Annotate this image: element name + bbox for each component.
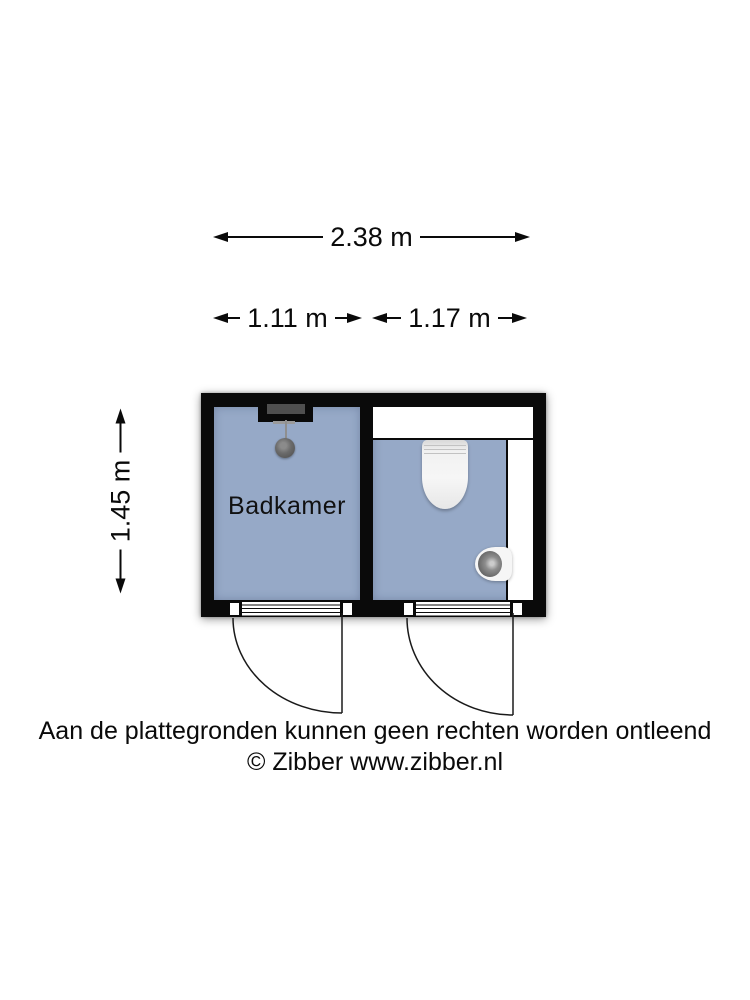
dimension-label-height: 1.45 m <box>105 459 136 543</box>
sink-icon <box>475 547 512 581</box>
arrow-down-icon <box>116 579 126 594</box>
footer <box>0 716 750 778</box>
dimension-line <box>228 317 240 319</box>
arrow-left-icon <box>372 313 387 323</box>
dimension-height <box>105 409 136 594</box>
dimension-label-toilet: 1.17 m <box>408 303 491 333</box>
shower-head-icon <box>275 438 295 458</box>
arrow-right-icon <box>347 313 362 323</box>
door-jamb <box>228 601 241 617</box>
door-sill <box>415 601 511 617</box>
shower-hose <box>285 420 287 439</box>
dimension-line <box>228 236 323 238</box>
dimension-line <box>498 317 512 319</box>
door-swing-arc-badkamer <box>233 618 342 713</box>
arrow-right-icon <box>515 232 530 242</box>
dimension-line <box>420 236 515 238</box>
door-jamb <box>511 601 524 617</box>
door-sill <box>241 601 341 617</box>
sink-bowl <box>478 551 502 577</box>
dimension-line <box>120 549 122 578</box>
dimension-line <box>335 317 347 319</box>
toilet-icon <box>422 440 468 509</box>
door-jamb <box>402 601 415 617</box>
room-badkamer <box>214 407 360 600</box>
arrow-right-icon <box>512 313 527 323</box>
arrow-left-icon <box>213 232 228 242</box>
dimension-label-total: 2.38 m <box>330 222 413 252</box>
door-swing-arc-toilet <box>407 618 513 715</box>
door-threshold-toilet <box>402 601 524 617</box>
dimension-total-width <box>213 224 530 250</box>
dimension-line <box>120 423 122 452</box>
dimension-badkamer-width <box>213 305 362 331</box>
disclaimer-text: Aan de plattegronden kunnen geen rechten worden ontleend <box>38 717 712 745</box>
arrow-left-icon <box>213 313 228 323</box>
dimension-label-badkamer: 1.11 m <box>247 303 328 333</box>
room-toilet <box>373 407 533 600</box>
copyright-text: © Zibber www.zibber.nl <box>246 748 504 776</box>
dimension-toilet-width <box>372 305 527 331</box>
door-jamb <box>341 601 354 617</box>
shower-rail <box>267 404 305 414</box>
room-label-badkamer: Badkamer <box>228 492 346 520</box>
shower-bracket <box>273 421 295 424</box>
dimension-line <box>387 317 401 319</box>
door-threshold-badkamer <box>228 601 354 617</box>
toilet-seat <box>424 445 466 454</box>
floorplan <box>201 393 546 617</box>
arrow-up-icon <box>116 408 126 423</box>
toilet-cistern <box>373 407 533 440</box>
